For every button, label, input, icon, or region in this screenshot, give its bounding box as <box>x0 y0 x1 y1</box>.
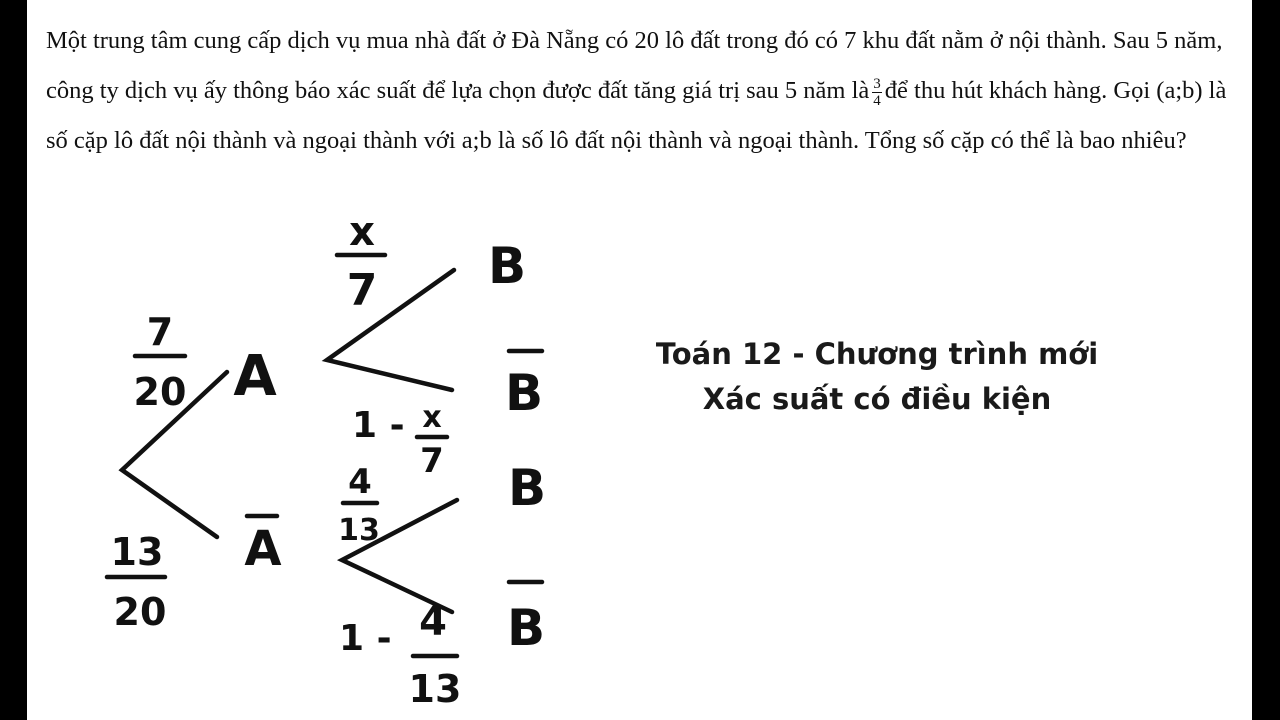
prob-B-given-A-bar-denominator: 13 <box>338 513 380 548</box>
caption-course-title: Toán 12 - Chương trình mới <box>655 337 1099 371</box>
prob-A-bar-numerator: 13 <box>110 530 164 574</box>
prob-A-bar-denominator: 20 <box>113 590 167 634</box>
prob-B-given-A-bar-numerator: 4 <box>348 462 372 502</box>
prob-B-bar-given-A-bar-prefix: 1 - <box>339 618 392 659</box>
lesson-caption <box>627 332 1127 422</box>
prob-B-bar-given-A-numerator: x <box>422 400 442 435</box>
prob-A-denominator: 20 <box>133 370 187 414</box>
problem-text-before: Một trung tâm cung cấp dịch vụ mua nhà đất ở Đà Nẵng có 20 lô đất trong đó có 7 khu đất nằm ở nội thành. Sau 5 năm, công ty dịch vụ ấy thông báo xác suất để lựa chọn được đất tăng giá trị sau 5 năm là <box>46 27 1223 104</box>
node-A-label: A <box>233 344 277 409</box>
prob-B-bar-given-A-bar-numerator: 4 <box>419 599 447 645</box>
node-B-bar-under-A-label: B <box>504 364 544 422</box>
lesson-slide <box>27 0 1252 720</box>
problem-text-after: để thu hút khách hàng. Gọi (a;b) là số cặp lô đất nội thành và ngoại thành với a;b là số lô đất nội thành và ngoại thành. Tổng số cặp có thể là bao nhiêu? <box>46 77 1227 154</box>
prob-A-numerator: 7 <box>146 310 174 354</box>
node-A-bar-label: A <box>244 521 282 577</box>
prob-B-bar-given-A-prefix: 1 - <box>352 405 405 446</box>
node-B-under-A-bar-label: B <box>507 459 547 517</box>
prob-B-bar-given-A-denominator: 7 <box>420 441 444 481</box>
prob-B-given-A-denominator: 7 <box>346 265 378 316</box>
fraction-numerator: 3 <box>873 75 881 92</box>
fraction-denominator: 4 <box>873 92 881 109</box>
caption-topic-title: Xác suất có điều kiện <box>702 382 1052 416</box>
node-B-bar-under-A-bar-label: B <box>506 599 546 657</box>
node-B-under-A-label: B <box>487 237 527 295</box>
prob-B-bar-given-A-bar-denominator: 13 <box>408 667 462 711</box>
prob-B-given-A-numerator: x <box>349 209 375 255</box>
